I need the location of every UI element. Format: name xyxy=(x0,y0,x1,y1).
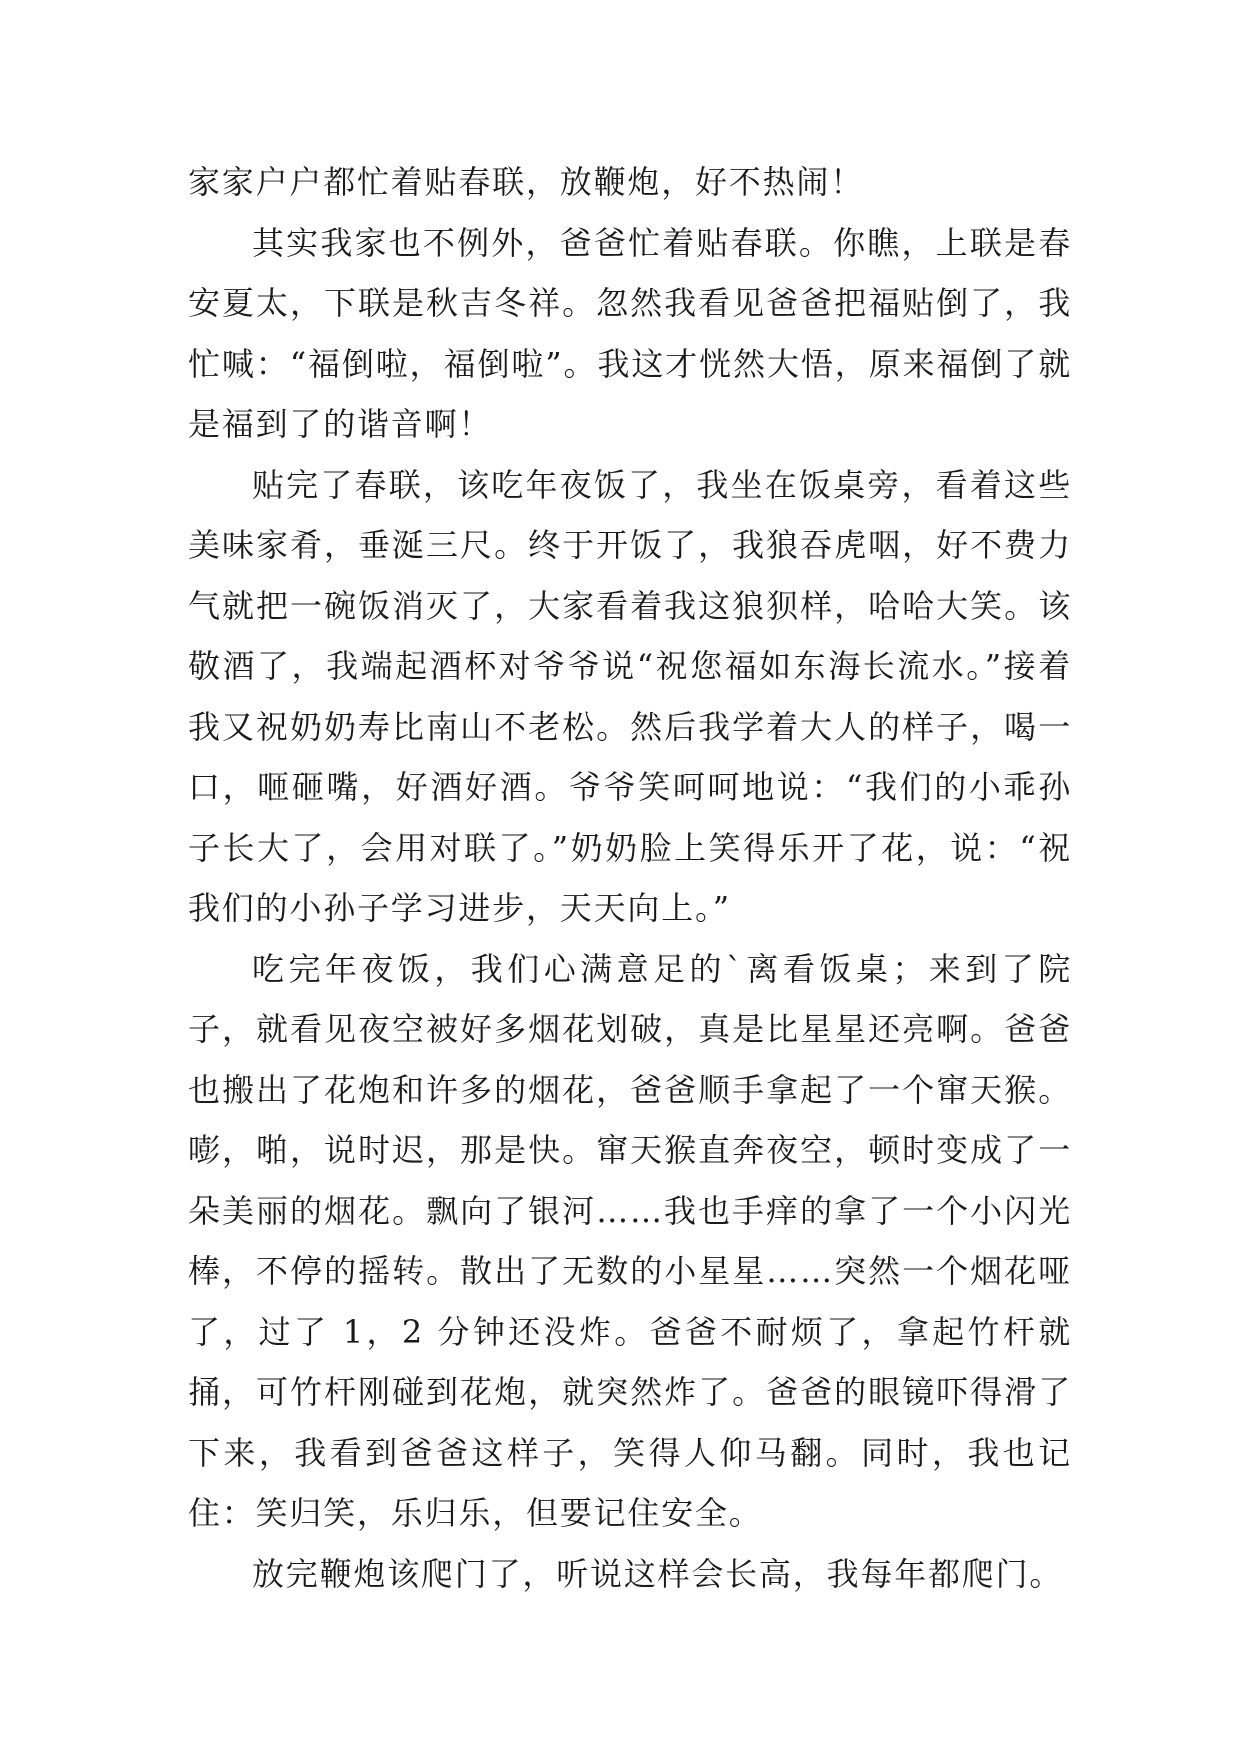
essay-body xyxy=(188,152,1072,1604)
paragraph-3: 贴完了春联，该吃年夜饭了，我坐在饭桌旁，看着这些美味家肴，垂涎三尺。终于开饭了，我狼吞虎咽，好不费力气就把一碗饭消灭了，大家看着我这狼狈样，哈哈大笑。该敬酒了，我端起酒杯对爷爷说“祝您福如东海长流水。”接着我又祝奶奶寿比南山不老松。然后我学着大人的样子，喝一口，咂砸嘴，好酒好酒。爷爷笑呵呵地说：“我们的小乖孙子长大了，会用对联了。”奶奶脸上笑得乐开了花，说：“祝我们的小孙子学习进步，天天向上。” xyxy=(188,465,1072,927)
paragraph-2: 其实我家也不例外，爸爸忙着贴春联。你瞧，上联是春安夏太，下联是秋吉冬祥。忽然我看见爸爸把福贴倒了，我忙喊：“福倒啦，福倒啦”。我这才恍然大悟，原来福倒了就是福到了的谐音啊！ xyxy=(188,223,1072,443)
paragraph-5: 放完鞭炮该爬门了，听说这样会长高，我每年都爬门。 xyxy=(252,1554,1064,1593)
paragraph-4: 吃完年夜饭，我们心满意足的`离看饭桌；来到了院子，就看见夜空被好多烟花划破，真是比星星还亮啊。爸爸也搬出了花炮和许多的烟花，爸爸顺手拿起了一个窜天猴。嘭，啪，说时迟，那是快。窜天猴直奔夜空，顿时变成了一朵美丽的烟花。飘向了银河……我也手痒的拿了一个小闪光棒，不停的摇转。散出了无数的小星星……突然一个烟花哑了，过了 1，2 分钟还没炸。爸爸不耐烦了，拿起竹杆就捅，可竹杆刚碰到花炮，就突然炸了。爸爸的眼镜吓得滑了下来，我看到爸爸这样子，笑得人仰马翻。同时，我也记住：笑归笑，乐归乐，但要记住安全。 xyxy=(188,949,1072,1532)
paragraph-1: 家家户户都忙着贴春联，放鞭炮，好不热闹！ xyxy=(188,163,865,201)
